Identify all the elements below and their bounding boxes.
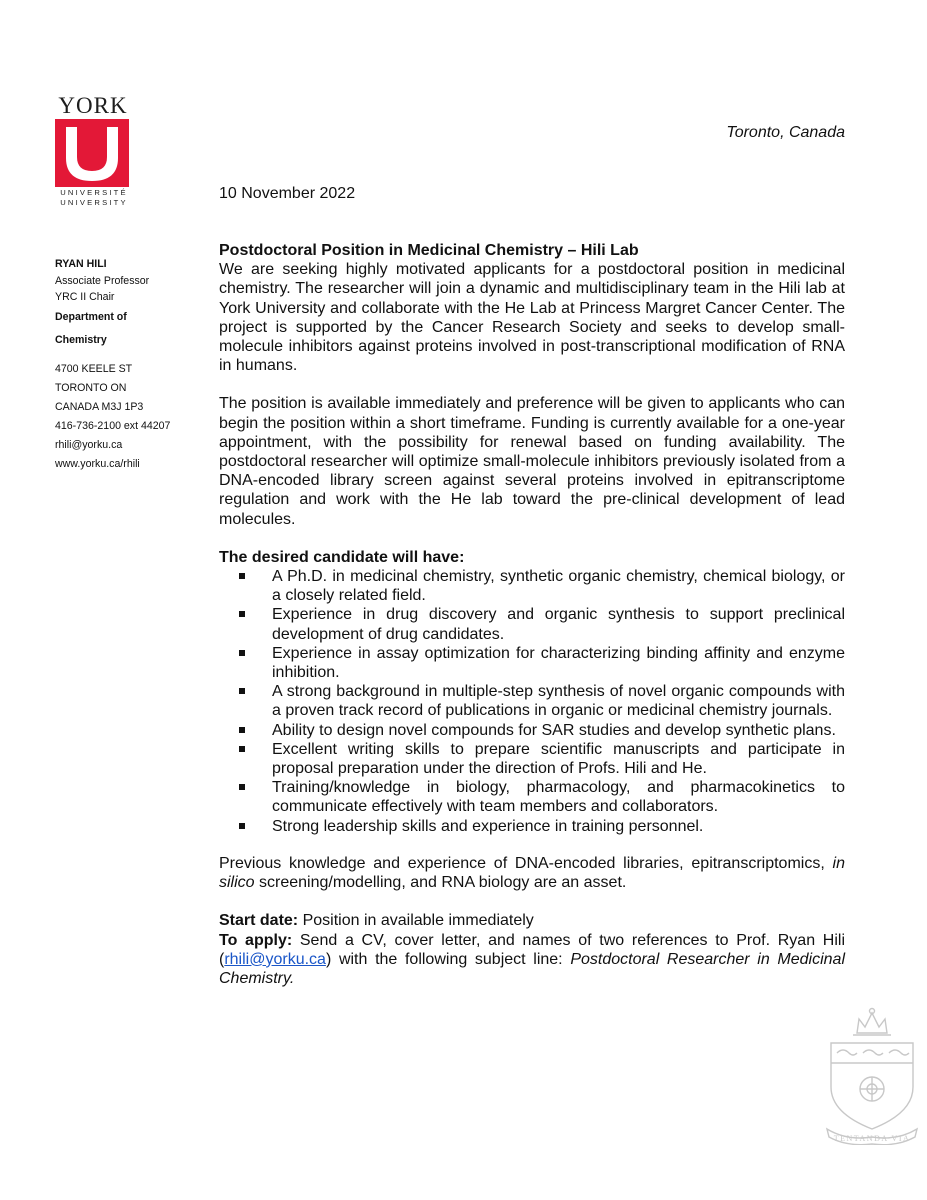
start-date: Start date: Position in available immediately bbox=[219, 912, 534, 930]
crest-motto: TENTANDA VIA bbox=[833, 1134, 911, 1143]
list-item: A strong background in multiple-step synthesis of novel organic compounds with a proven track record of publications in organic or medicinal chemistry journals. bbox=[219, 682, 845, 720]
sender-email[interactable]: rhili@yorku.ca bbox=[55, 438, 123, 451]
letter-title: Postdoctoral Position in Medicinal Chemistry – Hili Lab bbox=[219, 242, 639, 259]
bullet-icon bbox=[239, 727, 245, 733]
apply-instructions: To apply: Send a CV, cover letter, and names of two references to Prof. Ryan Hili (rhili@yorku.ca) with the following subject line: Postdoctoral Researcher in Medicinal Chemistry. bbox=[219, 931, 846, 987]
sender-info bbox=[55, 256, 195, 474]
york-university-logo bbox=[55, 95, 133, 225]
university-crest-icon bbox=[817, 1005, 927, 1145]
logo-york-text: YORK bbox=[58, 93, 128, 118]
paragraph-availability: The position is available immediately and preference will be given to applicants who can begin the position within a short timeframe. Funding is currently available for a one-year appointment, with the possibility for renewal based on funding availability. The postdoctoral researcher will optimize small-molecule inhibitors previously isolated from a DNA-encoded library screen against several proteins involved in epitranscriptome regulation and work with the He lab toward the pre-clinical development of lead molecules. bbox=[219, 395, 845, 528]
sender-dept-line1: Department of bbox=[55, 310, 127, 323]
sender-name: RYAN HILI bbox=[55, 258, 107, 270]
sender-website[interactable]: www.yorku.ca/rhili bbox=[55, 457, 140, 470]
apply-email-link[interactable]: rhili@yorku.ca bbox=[224, 950, 326, 968]
logo-u-mark bbox=[55, 119, 129, 187]
bullet-icon bbox=[239, 573, 245, 579]
list-item: Experience in drug discovery and organic synthesis to support preclinical development of drug candidates. bbox=[219, 605, 845, 643]
list-item: Experience in assay optimization for characterizing binding affinity and enzyme inhibition. bbox=[219, 644, 845, 682]
sender-chair: YRC II Chair bbox=[55, 291, 115, 303]
letter-body bbox=[219, 241, 845, 988]
list-item: Ability to design novel compounds for SAR studies and develop synthetic plans. bbox=[219, 721, 845, 740]
paragraph-assets: Previous knowledge and experience of DNA-encoded libraries, epitranscriptomics, in silico screening/modelling, and RNA biology are an asset. bbox=[219, 854, 845, 892]
address-line3: CANADA M3J 1P3 bbox=[55, 400, 144, 413]
requirements-heading: The desired candidate will have: bbox=[219, 548, 465, 566]
bullet-icon bbox=[239, 688, 245, 694]
bullet-icon bbox=[239, 650, 245, 656]
sender-title: Associate Professor bbox=[55, 274, 150, 287]
bullet-icon bbox=[239, 784, 245, 790]
bullet-icon bbox=[239, 611, 245, 617]
paragraph-intro: We are seeking highly motivated applicants for a postdoctoral position in medicinal chemistry. The researcher will join a dynamic and multidisciplinary team in the Hili lab at York University and collaborate with the He Lab at Princess Margret Cancer Center. The project is supported by the Cancer Research Society and seeks to develop small-molecule inhibitors against proteins involved in post-transcriptional modification of RNA in humans. bbox=[219, 261, 845, 375]
address-line2: TORONTO ON bbox=[55, 381, 127, 394]
sender-phone: 416-736-2100 ext 44207 bbox=[55, 419, 171, 432]
requirements-list bbox=[219, 567, 845, 836]
list-item: Excellent writing skills to prepare scientific manuscripts and participate in proposal preparation under the direction of Profs. Hili and He. bbox=[219, 740, 845, 778]
letter-date: 10 November 2022 bbox=[219, 185, 356, 202]
logo-universite-text: UNIVERSITÉ bbox=[60, 188, 128, 197]
list-item: Training/knowledge in biology, pharmacology, and pharmacokinetics to communicate effectively with team members and collaborators. bbox=[219, 778, 845, 816]
bullet-icon bbox=[239, 746, 245, 752]
logo-university-text: UNIVERSITY bbox=[60, 198, 128, 207]
address-line1: 4700 KEELE ST bbox=[55, 362, 133, 375]
bullet-icon bbox=[239, 823, 245, 829]
sender-dept-line2: Chemistry bbox=[55, 333, 107, 346]
list-item: A Ph.D. in medicinal chemistry, synthetic organic chemistry, chemical biology, or a closely related field. bbox=[219, 567, 845, 605]
letter-place: Toronto, Canada bbox=[726, 124, 845, 141]
list-item: Strong leadership skills and experience in training personnel. bbox=[219, 817, 845, 836]
